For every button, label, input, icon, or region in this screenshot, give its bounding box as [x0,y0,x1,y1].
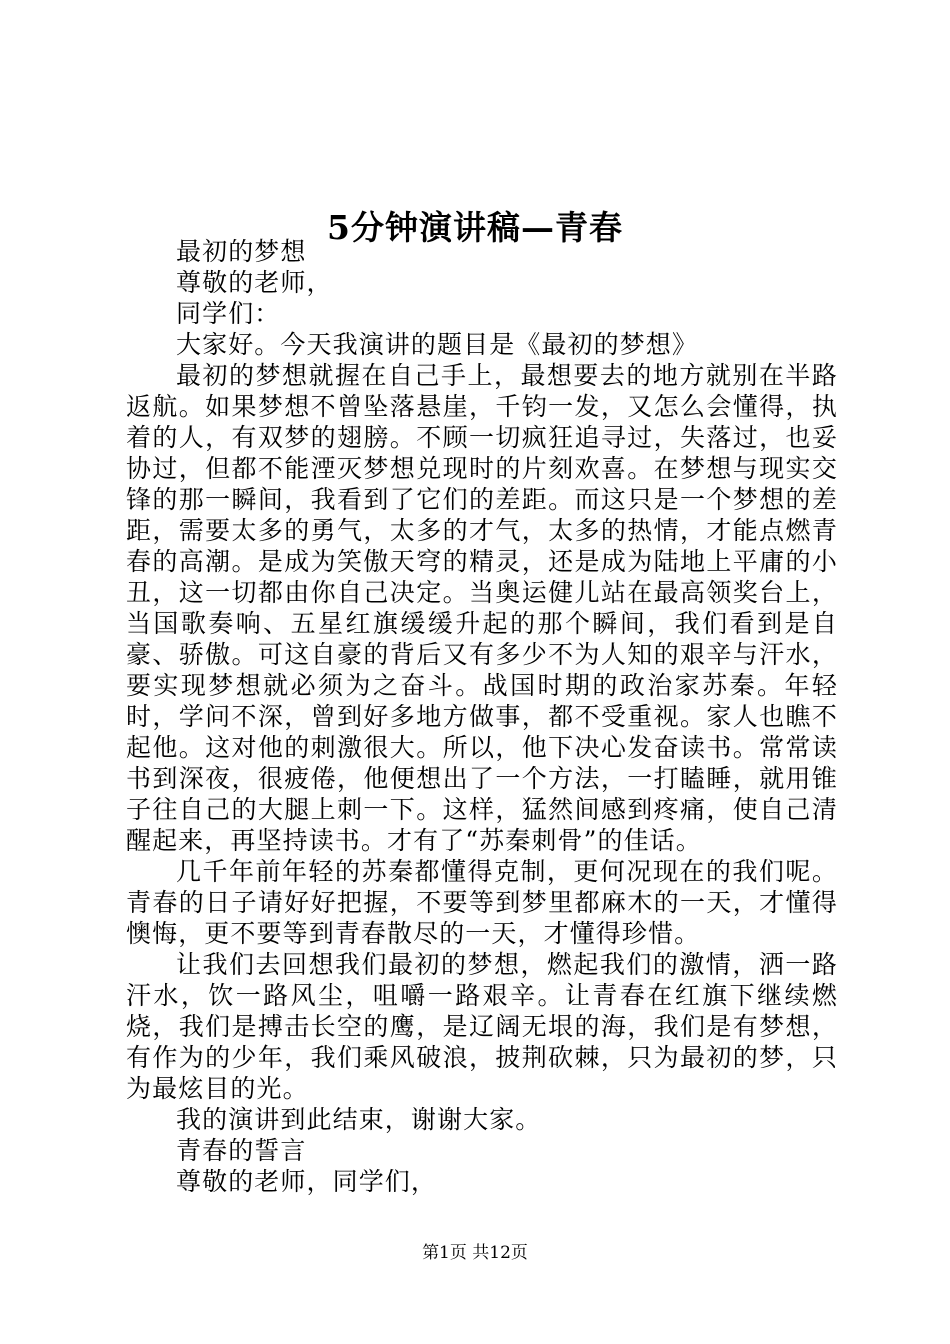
document-body [126,236,838,1197]
paragraph-heading-oath: 青春的誓言 [176,1136,307,1165]
page-number-footer: 第1页 共12页 [422,1243,528,1263]
paragraph-closing: 我的演讲到此结束，谢谢大家。 [176,1105,542,1134]
paragraph-main: 最初的梦想就握在自己手上，最想要去的地方就别在半路返航。如果梦想不曾坠落悬崖，千钧一发，又怎么会懂得，执着的人，有双梦的翅膀。不顾一切疯狂追寻过，失落过，也妥协过，但都不能湮灭梦想兑现时的片刻欢喜。在梦想与现实交锋的那一瞬间，我看到了它们的差距。而这只是一个梦想的差距，需要太多的勇气，太多的才气，太多的热情，才能点燃青春的高潮。是成为笑傲天穹的精灵，还是成为陆地上平庸的小丑，这一切都由你自己决定。当奥运健儿站在最高领奖台上，当国歌奏响、五星红旗缓缓升起的那个瞬间，我们看到是自豪、骄傲。可这自豪的背后又有多少不为人知的艰辛与汗水，要实现梦想就必须为之奋斗。战国时期的政治家苏秦。年轻时，学问不深，曾到好多地方做事，都不受重视。家人也瞧不起他。这对他的刺激很大。所以，他下决心发奋读书。常常读书到深夜，很疲倦，他便想出了一个方法，一打瞌睡，就用锥子往自己的大腿上刺一下。这样，猛然间感到疼痛，使自己清醒起来，再坚持读书。才有了“苏秦刺骨”的佳话。 [126,361,838,855]
document-title: 5分钟演讲稿—青春 [327,208,623,248]
paragraph-youth: 几千年前年轻的苏秦都懂得克制，更何况现在的我们呢。青春的日子请好好把握，不要等到梦里都麻木的一天，才懂得懊悔，更不要等到青春散尽的一天，才懂得珍惜。 [126,857,838,948]
paragraph-heading-dream: 最初的梦想 [176,237,307,266]
paragraph-greeting-teachers: 尊敬的老师， [176,268,333,297]
paragraph-greeting-all: 尊敬的老师，同学们， [176,1167,438,1196]
paragraph-greeting-students: 同学们： [176,299,281,328]
paragraph-call-to-action: 让我们去回想我们最初的梦想，燃起我们的激情，洒一路汗水，饮一路风尘，咀嚼一路艰辛。让青春在红旗下继续燃烧，我们是搏击长空的鹰，是辽阔无垠的海，我们是有梦想，有作为的少年，我们乘风破浪，披荆砍棘，只为最初的梦，只为最炫目的光。 [126,950,838,1103]
paragraph-intro: 大家好。今天我演讲的题目是《最初的梦想》 [176,330,699,359]
